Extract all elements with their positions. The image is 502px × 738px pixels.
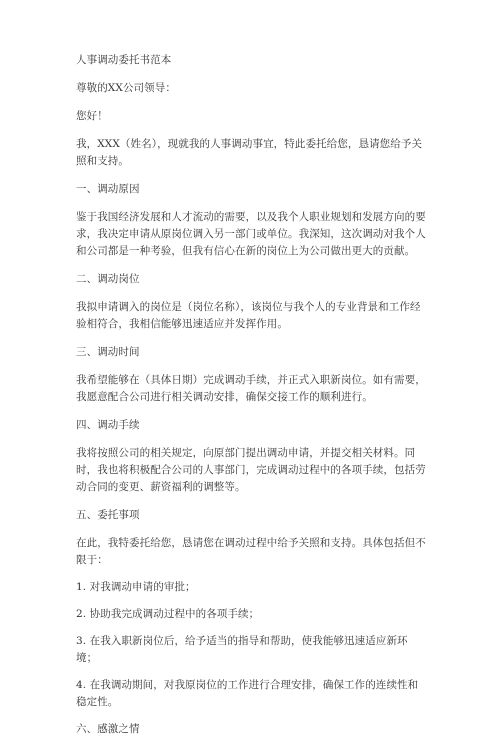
section-body: 鉴于我国经济发展和人才流动的需要，以及我个人职业规划和发展方向的要求，我决定申请从原岗位调入另一部门或单位。我深知，这次调动对我个人和公司都是一种考验，但我有信心在新的岗位上为公司做出更大的贡献。 [76,211,426,257]
document-page [76,52,428,738]
section-heading: 三、调动时间 [76,346,140,358]
section-body: 我希望能够在（具体日期）完成调动手续，并正式入职新岗位。如有需要，我愿意配合公司进行相关调动安排，确保交接工作的顺利进行。 [76,374,426,403]
section-heading: 六、感激之情 [76,723,140,735]
section-heading: 二、调动岗位 [76,273,140,285]
document-title: 人事调动委托书范本 [76,54,172,66]
list-item: 2. 协助我完成调动过程中的各项手续； [76,608,260,620]
intro-paragraph: 我，XXX（姓名），现就我的人事调动事宜，特此委托给您，恳请您给予关照和支持。 [76,138,423,167]
section-heading: 五、委托事项 [76,509,140,521]
greeting: 您好！ [76,110,108,122]
salutation: 尊敬的XX公司领导： [76,82,176,94]
list-item: 4. 在我调动期间，对我原岗位的工作进行合理安排，确保工作的连续性和稳定性。 [76,679,419,708]
section-body: 我拟申请调入的岗位是（岗位名称），该岗位与我个人的专业背景和工作经验相符合，我相信能够迅速适应并发挥作用。 [76,301,421,330]
section-heading: 四、调动手续 [76,419,140,431]
section-body: 在此，我特委托给您，恳请您在调动过程中给予关照和支持。具体包括但不限于： [76,537,426,566]
list-item: 3. 在我入职新岗位后，给予适当的指导和帮助，使我能够迅速适应新环境； [76,635,408,664]
section-body: 我将按照公司的相关规定，向原部门提出调动申请，并提交相关材料。同时，我也将积极配合公司的人事部门，完成调动过程中的各项手续，包括劳动合同的变更、薪资福利的调整等。 [76,447,426,493]
section-heading: 一、调动原因 [76,183,140,195]
list-item: 1. 对我调动申请的审批； [76,581,196,593]
